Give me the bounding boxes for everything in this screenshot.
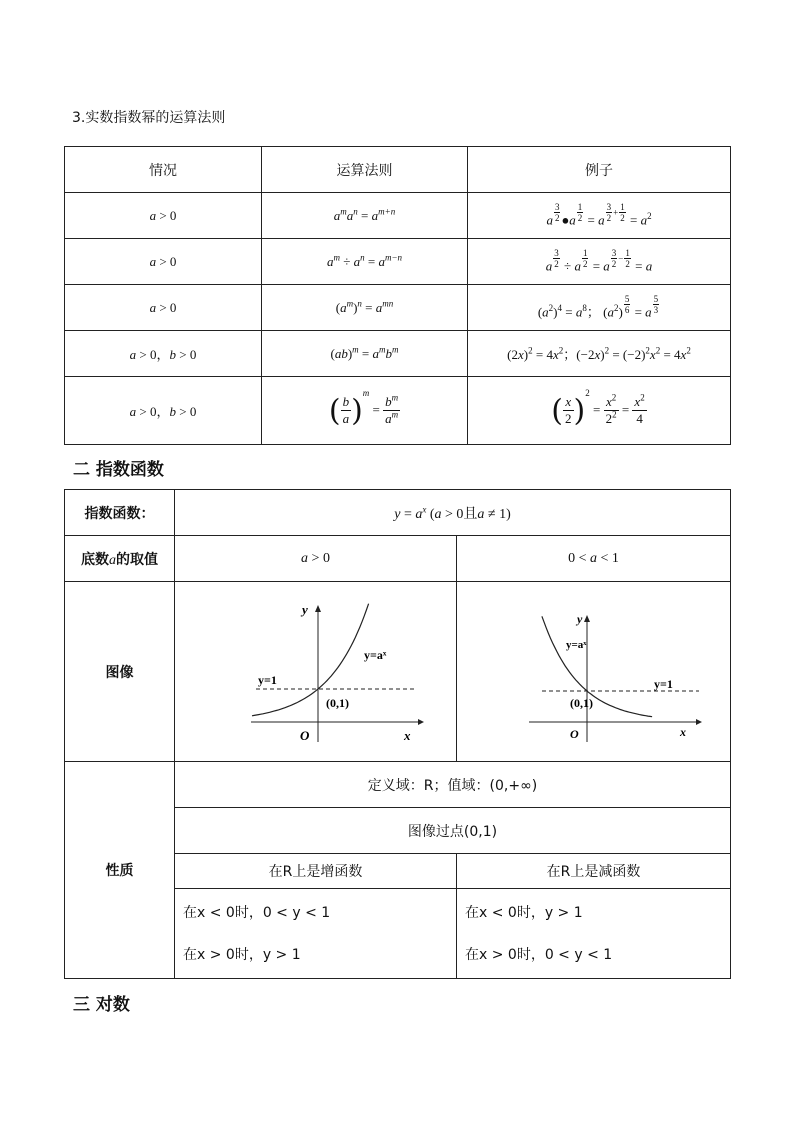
header-condition: 情况: [65, 147, 262, 193]
curve-label: y=aˣ: [363, 647, 386, 662]
condition-cell: a > 0: [65, 239, 262, 285]
table-row: [65, 285, 731, 331]
x-axis-arrow-icon: [418, 719, 424, 725]
exponential-function-table: [64, 489, 731, 979]
section-2-title: 二 指数函数: [73, 460, 164, 480]
line-label: y=1: [653, 676, 673, 691]
increasing-cell: 在R上是增函数: [175, 854, 457, 889]
rule-cell: $(a^m)^n = a^{mn}$: [262, 285, 468, 331]
section-3-title: 3.实数指数幂的运算法则: [72, 110, 226, 126]
base-label: 底数a的取值: [65, 536, 175, 582]
example-cell: ( $\frac{x}{2}$ )$^2$ = $\frac{x^2}{2^2}$ = $\frac{x^2}{4}$: [468, 377, 731, 445]
x-axis-label: x: [679, 724, 686, 739]
table-row: [65, 331, 731, 377]
exp-curve-increasing: [252, 603, 369, 715]
case-increasing: a > 0: [175, 536, 457, 582]
base-row: [65, 536, 731, 582]
condition-cell: a > 0: [65, 285, 262, 331]
example-cell: a $\frac{3}{2}$ ÷ a $\frac{1}{2}$ = a $\frac{3}{2}$ − $\frac{1}{2}$ = a: [468, 239, 731, 285]
rule-cell: ( $\frac{b}{a}$ )$^m$ = $\frac{b^m}{a^m}$: [262, 377, 468, 445]
increasing-behavior-cell: [175, 889, 457, 979]
decreasing-cell: 在R上是减函数: [457, 854, 731, 889]
origin-label: O: [299, 727, 309, 743]
definition-row: [65, 490, 731, 536]
graph-label: 图像: [65, 582, 175, 762]
definition-cell: $y = a^x$ (a > 0且a ≠ 1): [175, 490, 731, 536]
example-cell: a $\frac{3}{2}$ ●a $\frac{1}{2}$ = a $\frac{3}{2}$ + $\frac{1}{2}$ = $a^2$: [468, 193, 731, 239]
y-axis-label: y: [576, 611, 582, 626]
case-decreasing: 0 < a < 1: [457, 536, 731, 582]
exp-curve-decreasing: [541, 616, 651, 716]
table-row: [65, 239, 731, 285]
definition-label: 指数函数：: [65, 490, 175, 536]
graph-increasing-cell: [175, 582, 457, 762]
origin-label: O: [569, 726, 579, 741]
point-label: (0,1): [325, 695, 349, 710]
rule-cell: $a^m \div a^n = a^{m-n}$: [262, 239, 468, 285]
header-example: 例子: [468, 147, 731, 193]
graph-decreasing-cell: [457, 582, 731, 762]
rule-cell: $(ab)^m = a^mb^m$: [262, 331, 468, 377]
y-axis-arrow-icon: [315, 605, 321, 612]
domain-range-row: [65, 762, 731, 808]
rules-header-row: [65, 147, 731, 193]
dec-behavior-1: 在x < 0时，y > 1: [465, 904, 583, 921]
graph-row: [65, 582, 731, 762]
condition-cell: a > 0: [65, 193, 262, 239]
graph-decreasing: [474, 590, 714, 750]
y-axis-label: y: [301, 601, 308, 617]
example-cell: $(2x)^2 = 4x^2$；$(-2x)^2 = (-2)^2x^2 = 4x^2$: [468, 331, 731, 377]
example-cell: $(a^2)^4 = a^8$； $(a^2)$ $\frac{5}{6}$ = a $\frac{5}{3}$: [468, 285, 731, 331]
y-axis-arrow-icon: [584, 615, 590, 622]
section-3-logarithm-title: 三 对数: [73, 995, 130, 1015]
curve-label: y=aˣ: [565, 638, 586, 651]
dec-behavior-2: 在x > 0时，0 < y < 1: [465, 946, 613, 963]
condition-cell: a > 0，b > 0: [65, 331, 262, 377]
passes-point-cell: 图像过点(0,1): [175, 808, 731, 854]
inc-behavior-1: 在x < 0时，0 < y < 1: [183, 904, 331, 921]
inc-behavior-2: 在x > 0时，y > 1: [183, 946, 301, 963]
properties-label: 性质: [65, 762, 175, 979]
point-label: (0,1): [569, 695, 593, 710]
exponent-rules-table: [64, 146, 731, 445]
line-label: y=1: [257, 672, 277, 687]
table-row: [65, 377, 731, 445]
x-axis-arrow-icon: [696, 719, 702, 725]
header-rule: 运算法则: [262, 147, 468, 193]
x-axis-label: x: [403, 727, 410, 743]
rule-cell: $a^ma^n = a^{m+n}$: [262, 193, 468, 239]
table-row: [65, 193, 731, 239]
condition-cell: a > 0，b > 0: [65, 377, 262, 445]
domain-range-cell: 定义域：R；值域：(0,+∞): [175, 762, 731, 808]
decreasing-behavior-cell: [457, 889, 731, 979]
graph-increasing: [196, 590, 436, 750]
